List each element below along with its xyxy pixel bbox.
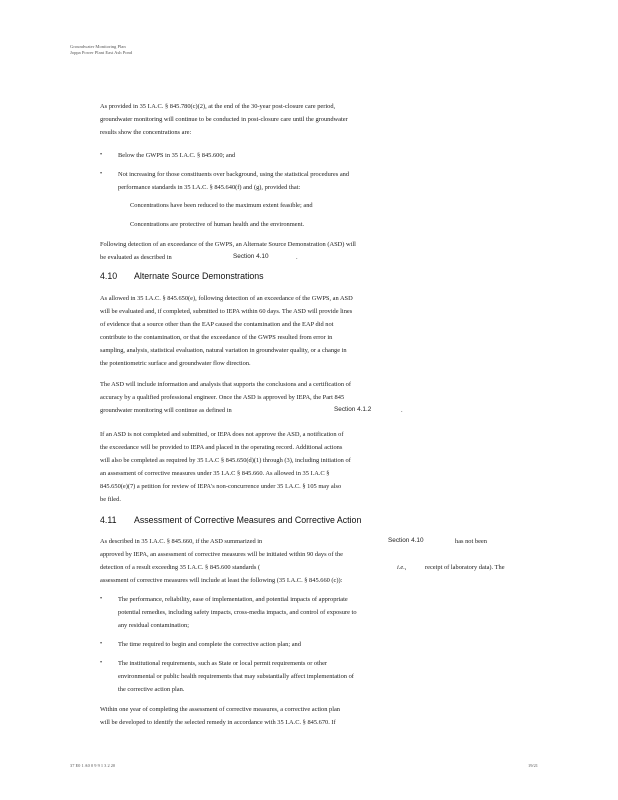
text-line: contribute to the contamination, or that the exceedance of the GWPS resulted from error in xyxy=(100,334,333,341)
section-reference-link[interactable]: Section 4.10 xyxy=(233,253,269,260)
text-line: groundwater monitoring will continue as defined in xyxy=(100,407,232,414)
paragraph-post-closure xyxy=(100,100,495,139)
bullet-text: The time required to begin and complete the corrective action plan; and xyxy=(118,641,301,648)
text-line: As allowed in 35 I.A.C. § 845.650(e), following detection of an exceedance of the GWPS, an ASD xyxy=(100,295,353,302)
text-line: accuracy by a qualified professional engineer. Once the ASD is approved by IEPA, the Part 845 xyxy=(100,394,345,401)
footer-document-id: 37 E0 1 A0 0 9 9 1 3 2 20 xyxy=(70,763,116,768)
text-line: Within one year of completing the assessment of corrective measures, a corrective action plan xyxy=(100,706,341,713)
text-line: will be developed to identify the selected remedy in accordance with 35 I.A.C. § 845.670. If xyxy=(100,719,336,726)
text-line: assessment of corrective measures will include at least the following (35 I.A.C. § 845.660 (c)): xyxy=(100,577,343,584)
text-line: groundwater monitoring will continue to be conducted in post-closure care until the groundwater xyxy=(100,116,348,123)
running-header xyxy=(70,44,132,56)
text-line: will be evaluated and, if completed, submitted to IEPA within 60 days. The ASD will provide lines xyxy=(100,308,353,315)
bullet-icon: • xyxy=(100,171,103,177)
text-line: of evidence that a source other than the EAP caused the contamination and the EAP did not xyxy=(100,321,334,328)
text-line: As provided in 35 I.A.C. § 845.780(c)(2), at the end of the 30-year post-closure care period, xyxy=(100,103,336,110)
section-heading-4-10 xyxy=(100,271,264,281)
text-line: 845.650(e)(7) a petition for review of IEPA's non-concurrence under 35 I.A.C. § 105 may also xyxy=(100,483,342,490)
text-line: If an ASD is not completed and submitted, or IEPA does not approve the ASD, a notification of xyxy=(100,431,344,438)
bullet-text: Below the GWPS in 35 I.A.C. § 845.600; and xyxy=(118,152,236,159)
bullet-icon: • xyxy=(100,152,103,158)
text-line: sampling, analysis, statistical evaluation, natural variation in groundwater quality, or a change in xyxy=(100,347,347,354)
bullet-text: Not increasing for those constituents over background, using the statistical procedures and xyxy=(118,171,350,178)
bullet-text: potential remedies, including safety impacts, cross-media impacts, and control of exposure to xyxy=(118,609,357,616)
bullet-text: performance standards in 35 I.A.C. § 845.640(f) and (g), provided that: xyxy=(118,184,301,191)
bullet-icon: • xyxy=(100,641,103,647)
text-line: will also be completed as required by 35 I.A.C § 845.650(d)(1) through (3), including initiation of xyxy=(100,457,351,464)
text-line: be evaluated as described in xyxy=(100,254,172,261)
section-reference-link[interactable]: Section 4.1.2 xyxy=(334,406,372,413)
paragraph-asd-not-completed xyxy=(100,428,495,506)
text-line: approved by IEPA, an assessment of corrective measures will be initiated within 90 days of the xyxy=(100,551,343,558)
text-line: the potentiometric surface and groundwater flow direction. xyxy=(100,360,251,367)
text-fragment: receipt of laboratory data). The xyxy=(425,564,505,571)
bullet-text: environmental or public health requirements that may substantially affect implementation of xyxy=(118,673,354,680)
text-line: As described in 35 I.A.C. § 845.660, if the ASD summarized in xyxy=(100,538,263,545)
section-reference-link[interactable]: Section 4.10 xyxy=(388,537,424,544)
header-line-2: Joppa Power Plant East Ash Pond xyxy=(70,50,133,55)
text-fragment: i.e., xyxy=(397,564,407,571)
punctuation: . xyxy=(401,407,403,414)
header-line-1: Groundwater Monitoring Plan xyxy=(70,44,126,49)
paragraph-asd-allowed xyxy=(100,292,495,370)
sub-item: Concentrations have been reduced to the maximum extent feasible; and xyxy=(130,202,313,209)
text-line: an assessment of corrective measures under 35 I.A.C § 845.660. As allowed in 35 I.A.C § xyxy=(100,470,330,477)
bullet-icon: • xyxy=(100,596,103,602)
bullet-text: the corrective action plan. xyxy=(118,686,185,693)
punctuation: . xyxy=(296,254,298,261)
section-number: 4.10 xyxy=(100,271,118,281)
bullet-text: The institutional requirements, such as State or local permit requirements or other xyxy=(118,660,328,667)
text-fragment: has not been xyxy=(455,538,487,545)
text-line: be filed. xyxy=(100,496,121,503)
text-line: the exceedance will be provided to IEPA and placed in the operating record. Additional actions xyxy=(100,444,343,451)
section-heading-4-11 xyxy=(100,515,361,525)
footer-page-number: 19/21 xyxy=(528,763,539,768)
text-line: Following detection of an exceedance of the GWPS, an Alternate Source Demonstration (ASD) will xyxy=(100,241,356,248)
section-number: 4.11 xyxy=(100,515,117,525)
sub-item: Concentrations are protective of human health and the environment. xyxy=(130,221,305,228)
bullet-text: The performance, reliability, ease of implementation, and potential impacts of appropriate xyxy=(118,596,348,603)
text-line: results show the concentrations are: xyxy=(100,129,192,136)
paragraph-corrective-action-plan xyxy=(100,703,495,729)
section-title: Alternate Source Demonstrations xyxy=(134,271,264,281)
text-line: detection of a result exceeding 35 I.A.C. § 845.600 standards ( xyxy=(100,564,261,571)
section-title: Assessment of Corrective Measures and Corrective Action xyxy=(134,515,362,525)
bullet-icon: • xyxy=(100,660,103,666)
text-line: The ASD will include information and analysis that supports the conclusions and a certification of xyxy=(100,381,351,388)
bullet-text: any residual contamination; xyxy=(118,622,189,629)
paragraph-asd-certification xyxy=(100,378,495,417)
